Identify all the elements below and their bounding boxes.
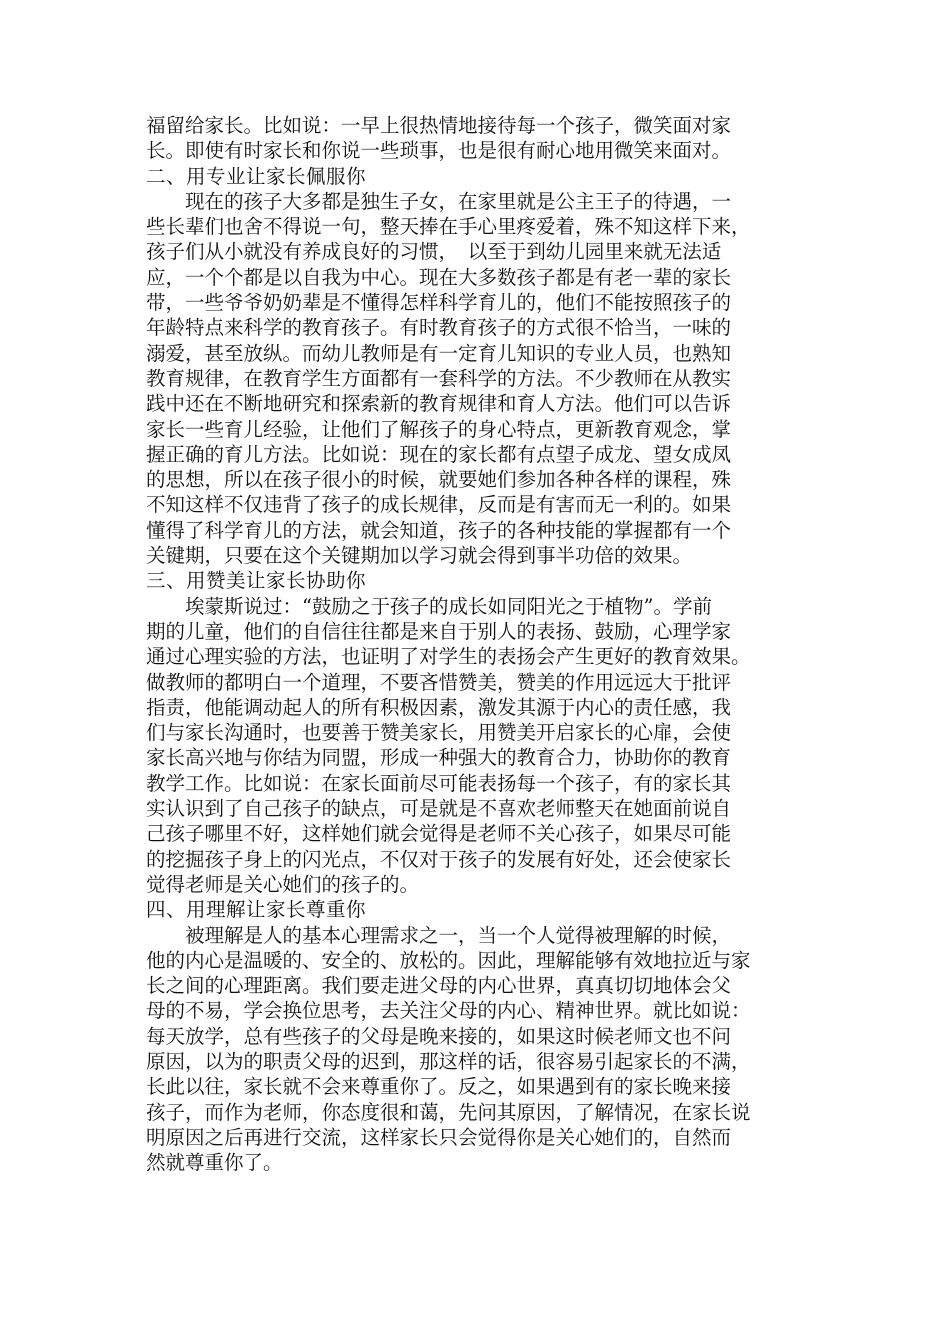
text-line: 的挖掘孩子身上的闪光点，不仅对于孩子的发展有好处，还会使家长 (146, 847, 732, 871)
text-line: 通过心理实验的方法，也证明了对学生的表扬会产生更好的教育效果。 (146, 645, 751, 669)
text-line: 指责，他能调动起人的所有积极因素，激发其源于内心的责任感，我 (146, 695, 732, 719)
text-line: 埃蒙斯说过：“鼓励之于孩子的成长如同阳光之于植物”。学前 (185, 594, 712, 618)
text-line: 关键期，只要在这个关键期加以学习就会得到事半功倍的效果。 (146, 544, 693, 568)
section-heading: 四、用理解让家长尊重你 (146, 898, 367, 922)
text-line: 长。即使有时家长和你说一些琐事，也是很有耐心地用微笑来面对。 (146, 139, 732, 163)
text-line: 长此以往，家长就不会来尊重你了。反之，如果遇到有的家长晚来接 (146, 1075, 732, 1099)
text-line: 期的儿童，他们的自信往往都是来自于别人的表扬、鼓励，心理学家 (146, 619, 732, 643)
text-line: 明原因之后再进行交流，这样家长只会觉得你是关心她们的，自然而 (146, 1125, 732, 1149)
document-page (146, 113, 806, 1175)
text-line: 教育规律，在教育学生方面都有一套科学的方法。不少教师在从教实 (146, 366, 732, 390)
text-line: 现在的孩子大多都是独生子女，在家里就是公主王子的待遇，一 (185, 189, 732, 213)
section-heading: 二、用专业让家长佩服你 (146, 164, 367, 188)
text-line: 实认识到了自己孩子的缺点，可是就是不喜欢老师整天在她面前说自 (146, 797, 732, 821)
text-line: 不知这样不仅违背了孩子的成长规律，反而是有害而无一利的。如果 (146, 493, 732, 517)
text-line: 被理解是人的基本心理需求之一，当一个人觉得被理解的时候， (185, 923, 732, 947)
text-line: 长之间的心理距离。我们要走进父母的内心世界，真真切切地体会父 (146, 974, 732, 998)
text-line: 孩子，而作为老师，你态度很和蔼，先问其原因，了解情况，在家长说 (146, 1100, 751, 1124)
text-line: 年龄特点来科学的教育孩子。有时教育孩子的方式很不恰当，一味的 (146, 316, 732, 340)
text-line: 的思想，所以在孩子很小的时候，就要她们参加各种各样的课程，殊 (146, 468, 732, 492)
text-line: 懂得了科学育儿的方法，就会知道，孩子的各种技能的掌握都有一个 (146, 518, 732, 542)
text-line: 觉得老师是关心她们的孩子的。 (146, 872, 420, 896)
text-line: 教学工作。比如说：在家长面前尽可能表扬每一个孩子，有的家长其 (146, 771, 732, 795)
text-line: 家长一些育儿经验，让他们了解孩子的身心特点，更新教育观念，掌 (146, 417, 732, 441)
text-line: 们与家长沟通时，也要善于赞美家长，用赞美开启家长的心扉，会使 (146, 721, 732, 745)
text-line: 每天放学，总有些孩子的父母是晚来接的，如果这时候老师文也不问 (146, 1024, 732, 1048)
text-line: 些长辈们也舍不得说一句，整天捧在手心里疼爱着，殊不知这样下来， (146, 215, 751, 239)
text-line: 福留给家长。比如说：一早上很热情地接待每一个孩子，微笑面对家 (146, 114, 732, 137)
text-line: 做教师的都明白一个道理，不要吝惜赞美，赞美的作用远远大于批评 (146, 670, 732, 694)
text-line: 握正确的育儿方法。比如说：现在的家长都有点望子成龙、望女成凤 (146, 442, 732, 466)
section-heading: 三、用赞美让家长协助你 (146, 569, 367, 593)
text-line: 践中还在不断地研究和探索新的教育规律和育人方法。他们可以告诉 (146, 392, 732, 416)
text-line: 孩子们从小就没有养成良好的习惯， 以至于到幼儿园里来就无法适 (146, 240, 722, 264)
text-line: 然就尊重你了。 (146, 1151, 283, 1175)
text-line: 家长高兴地与你结为同盟，形成一种强大的教育合力，协助你的教育 (146, 746, 732, 770)
text-line: 应，一个个都是以自我为中心。现在大多数孩子都是有老一辈的家长 (146, 265, 732, 289)
text-line: 他的内心是温暖的、安全的、放松的。因此，理解能够有效地拉近与家 (146, 948, 751, 972)
text-line: 原因，以为的职责父母的迟到，那这样的话，很容易引起家长的不满， (146, 1049, 751, 1073)
text-line: 溺爱，甚至放纵。而幼儿教师是有一定育儿知识的专业人员，也熟知 (146, 341, 732, 365)
text-line: 己孩子哪里不好，这样她们就会觉得是老师不关心孩子，如果尽可能 (146, 822, 732, 846)
text-line: 母的不易，学会换位思考，去关注父母的内心、精神世界。就比如说： (146, 999, 751, 1023)
text-line: 带，一些爷爷奶奶辈是不懂得怎样科学育儿的，他们不能按照孩子的 (146, 291, 732, 315)
